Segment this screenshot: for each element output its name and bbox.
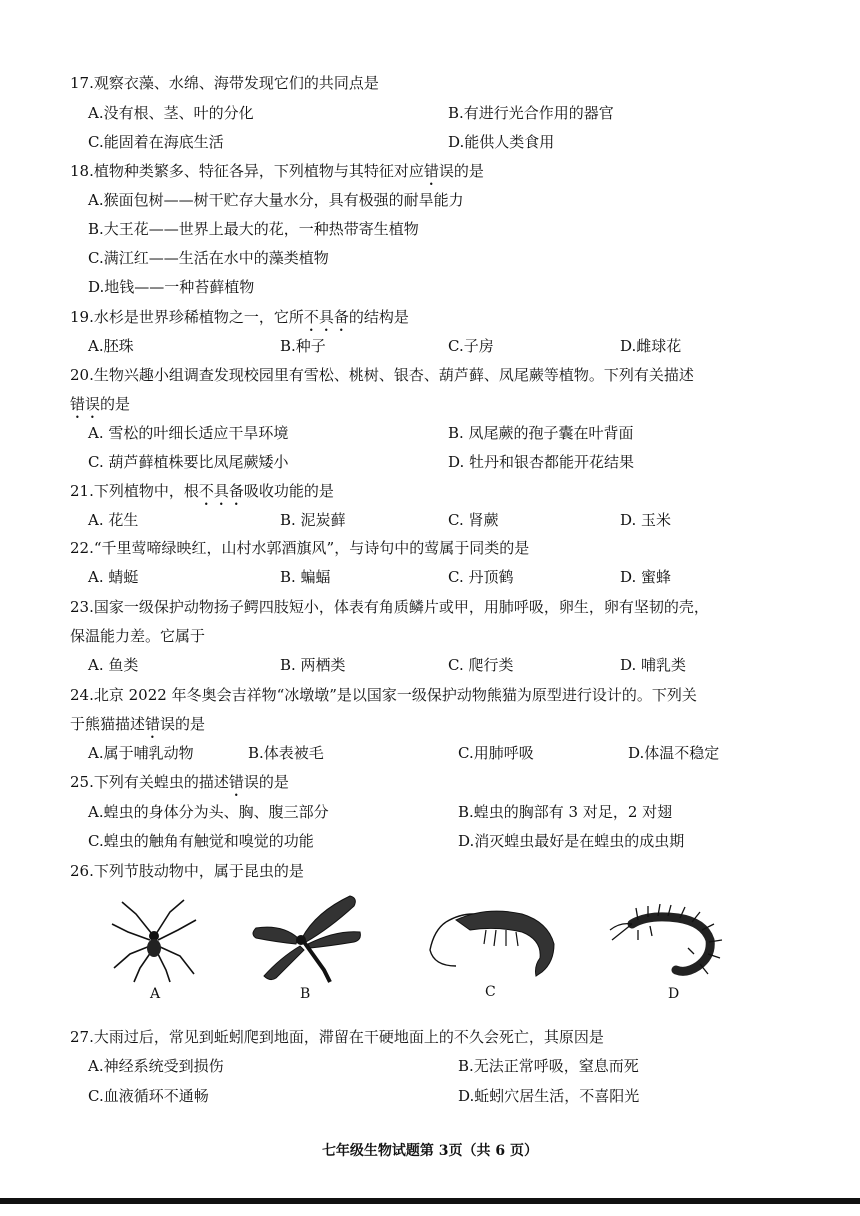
question-17: 17.观察衣藻、水绵、海带发现它们的共同点是 — [70, 74, 379, 92]
figure-label-b: B — [300, 986, 311, 1002]
option-24-a: A.属于哺乳动物 — [88, 744, 194, 762]
option-25-a: A.蝗虫的身体分为头、胸、腹三部分 — [88, 803, 329, 821]
option-17-c: C.能固着在海底生活 — [88, 133, 224, 151]
option-21-d: D. 玉米 — [620, 511, 672, 529]
option-18-b: B.大王花——世界上最大的花，一种热带寄生植物 — [88, 220, 419, 238]
option-20-c: C. 葫芦藓植株要比凤尾蕨矮小 — [88, 453, 289, 471]
option-25-d: D.消灭蝗虫最好是在蝗虫的成虫期 — [458, 832, 685, 850]
option-20-d: D. 牡丹和银杏都能开花结果 — [448, 453, 635, 471]
option-17-d: D.能供人类食用 — [448, 133, 555, 151]
option-19-d: D.雌球花 — [620, 337, 682, 355]
option-27-b: B.无法正常呼吸，窒息而死 — [458, 1057, 639, 1075]
option-24-d: D.体温不稳定 — [628, 744, 720, 762]
option-23-c: C. 爬行类 — [448, 656, 514, 674]
option-27-a: A.神经系统受到损伤 — [88, 1057, 224, 1075]
option-18-d: D.地钱——一种苔藓植物 — [88, 278, 255, 296]
option-27-c: C.血液循环不通畅 — [88, 1087, 209, 1105]
option-25-c: C.蝗虫的触角有触觉和嗅觉的功能 — [88, 832, 314, 850]
option-23-b: B. 两栖类 — [280, 656, 346, 674]
question-25: 25.下列有关蝗虫的描述错误的是 — [70, 773, 289, 791]
option-22-a: A. 蜻蜓 — [88, 568, 139, 586]
option-20-b: B. 凤尾蕨的孢子囊在叶背面 — [448, 424, 634, 442]
option-23-a: A. 鱼类 — [88, 656, 139, 674]
page-footer: 七年级生物试题第 3页（共 6 页） — [321, 1143, 539, 1159]
question-21: 21.下列植物中，根不具备吸收功能的是 — [70, 482, 334, 500]
question-18: 18.植物种类繁多、特征各异，下列植物与其特征对应错误的是 — [70, 162, 484, 180]
option-21-c: C. 肾蕨 — [448, 511, 499, 529]
figure-label-a: A — [150, 986, 161, 1002]
figure-label-d: D — [668, 986, 680, 1002]
option-21-a: A. 花生 — [88, 511, 139, 529]
option-24-c: C.用肺呼吸 — [458, 744, 534, 762]
option-18-a: A.猴面包树——树干贮存大量水分，具有极强的耐旱能力 — [88, 191, 464, 209]
option-18-c: C.满江红——生活在水中的藻类植物 — [88, 249, 329, 267]
option-17-b: B.有进行光合作用的器官 — [448, 104, 614, 122]
question-19: 19.水杉是世界珍稀植物之一，它所不具备的结构是 — [70, 308, 409, 326]
option-19-c: C.子房 — [448, 337, 494, 355]
option-22-d: D. 蜜蜂 — [620, 568, 672, 586]
question-24-line2: 于熊猫描述错误的是 — [70, 715, 206, 733]
question-26: 26.下列节肢动物中，属于昆虫的是 — [70, 862, 304, 880]
question-27: 27.大雨过后，常见到蚯蚓爬到地面，滞留在干硬地面上的不久会死亡，其原因是 — [70, 1028, 604, 1046]
option-25-b: B.蝗虫的胸部有 3 对足，2 对翅 — [458, 803, 673, 821]
centipede-figure — [608, 904, 728, 980]
option-20-a: A. 雪松的叶细长适应干旱环境 — [88, 424, 289, 442]
option-22-b: B. 蝙蝠 — [280, 568, 331, 586]
question-23-line1: 23.国家一级保护动物扬子鳄四肢短小，体表有角质鳞片或甲，用肺呼吸，卵生，卵有坚韧的壳， — [70, 598, 709, 616]
bottom-border — [0, 1198, 860, 1204]
option-27-d: D.蚯蚓穴居生活，不喜阳光 — [458, 1087, 640, 1105]
figure-label-c: C — [485, 984, 496, 1000]
question-22: 22.“千里莺啼绿映红，山村水郭酒旗风”，与诗句中的莺属于同类的是 — [70, 539, 530, 557]
option-19-a: A.胚珠 — [88, 337, 134, 355]
option-21-b: B. 泥炭藓 — [280, 511, 346, 529]
question-23-line2: 保温能力差。它属于 — [70, 627, 206, 645]
option-23-d: D. 哺乳类 — [620, 656, 687, 674]
question-20-line2: 错误的是 — [70, 395, 131, 413]
spider-figure — [108, 898, 200, 984]
option-22-c: C. 丹顶鹤 — [448, 568, 514, 586]
dragonfly-figure — [246, 892, 364, 984]
shrimp-figure — [426, 900, 562, 980]
option-24-b: B.体表被毛 — [248, 744, 324, 762]
option-17-a: A.没有根、茎、叶的分化 — [88, 104, 254, 122]
question-20-line1: 20.生物兴趣小组调查发现校园里有雪松、桃树、银杏、葫芦藓、凤尾蕨等植物。下列有关描述 — [70, 366, 694, 384]
option-19-b: B.种子 — [280, 337, 326, 355]
question-24-line1: 24.北京 2022 年冬奥会吉祥物“冰墩墩”是以国家一级保护动物熊猫为原型进行设计的。下列关 — [70, 686, 697, 704]
